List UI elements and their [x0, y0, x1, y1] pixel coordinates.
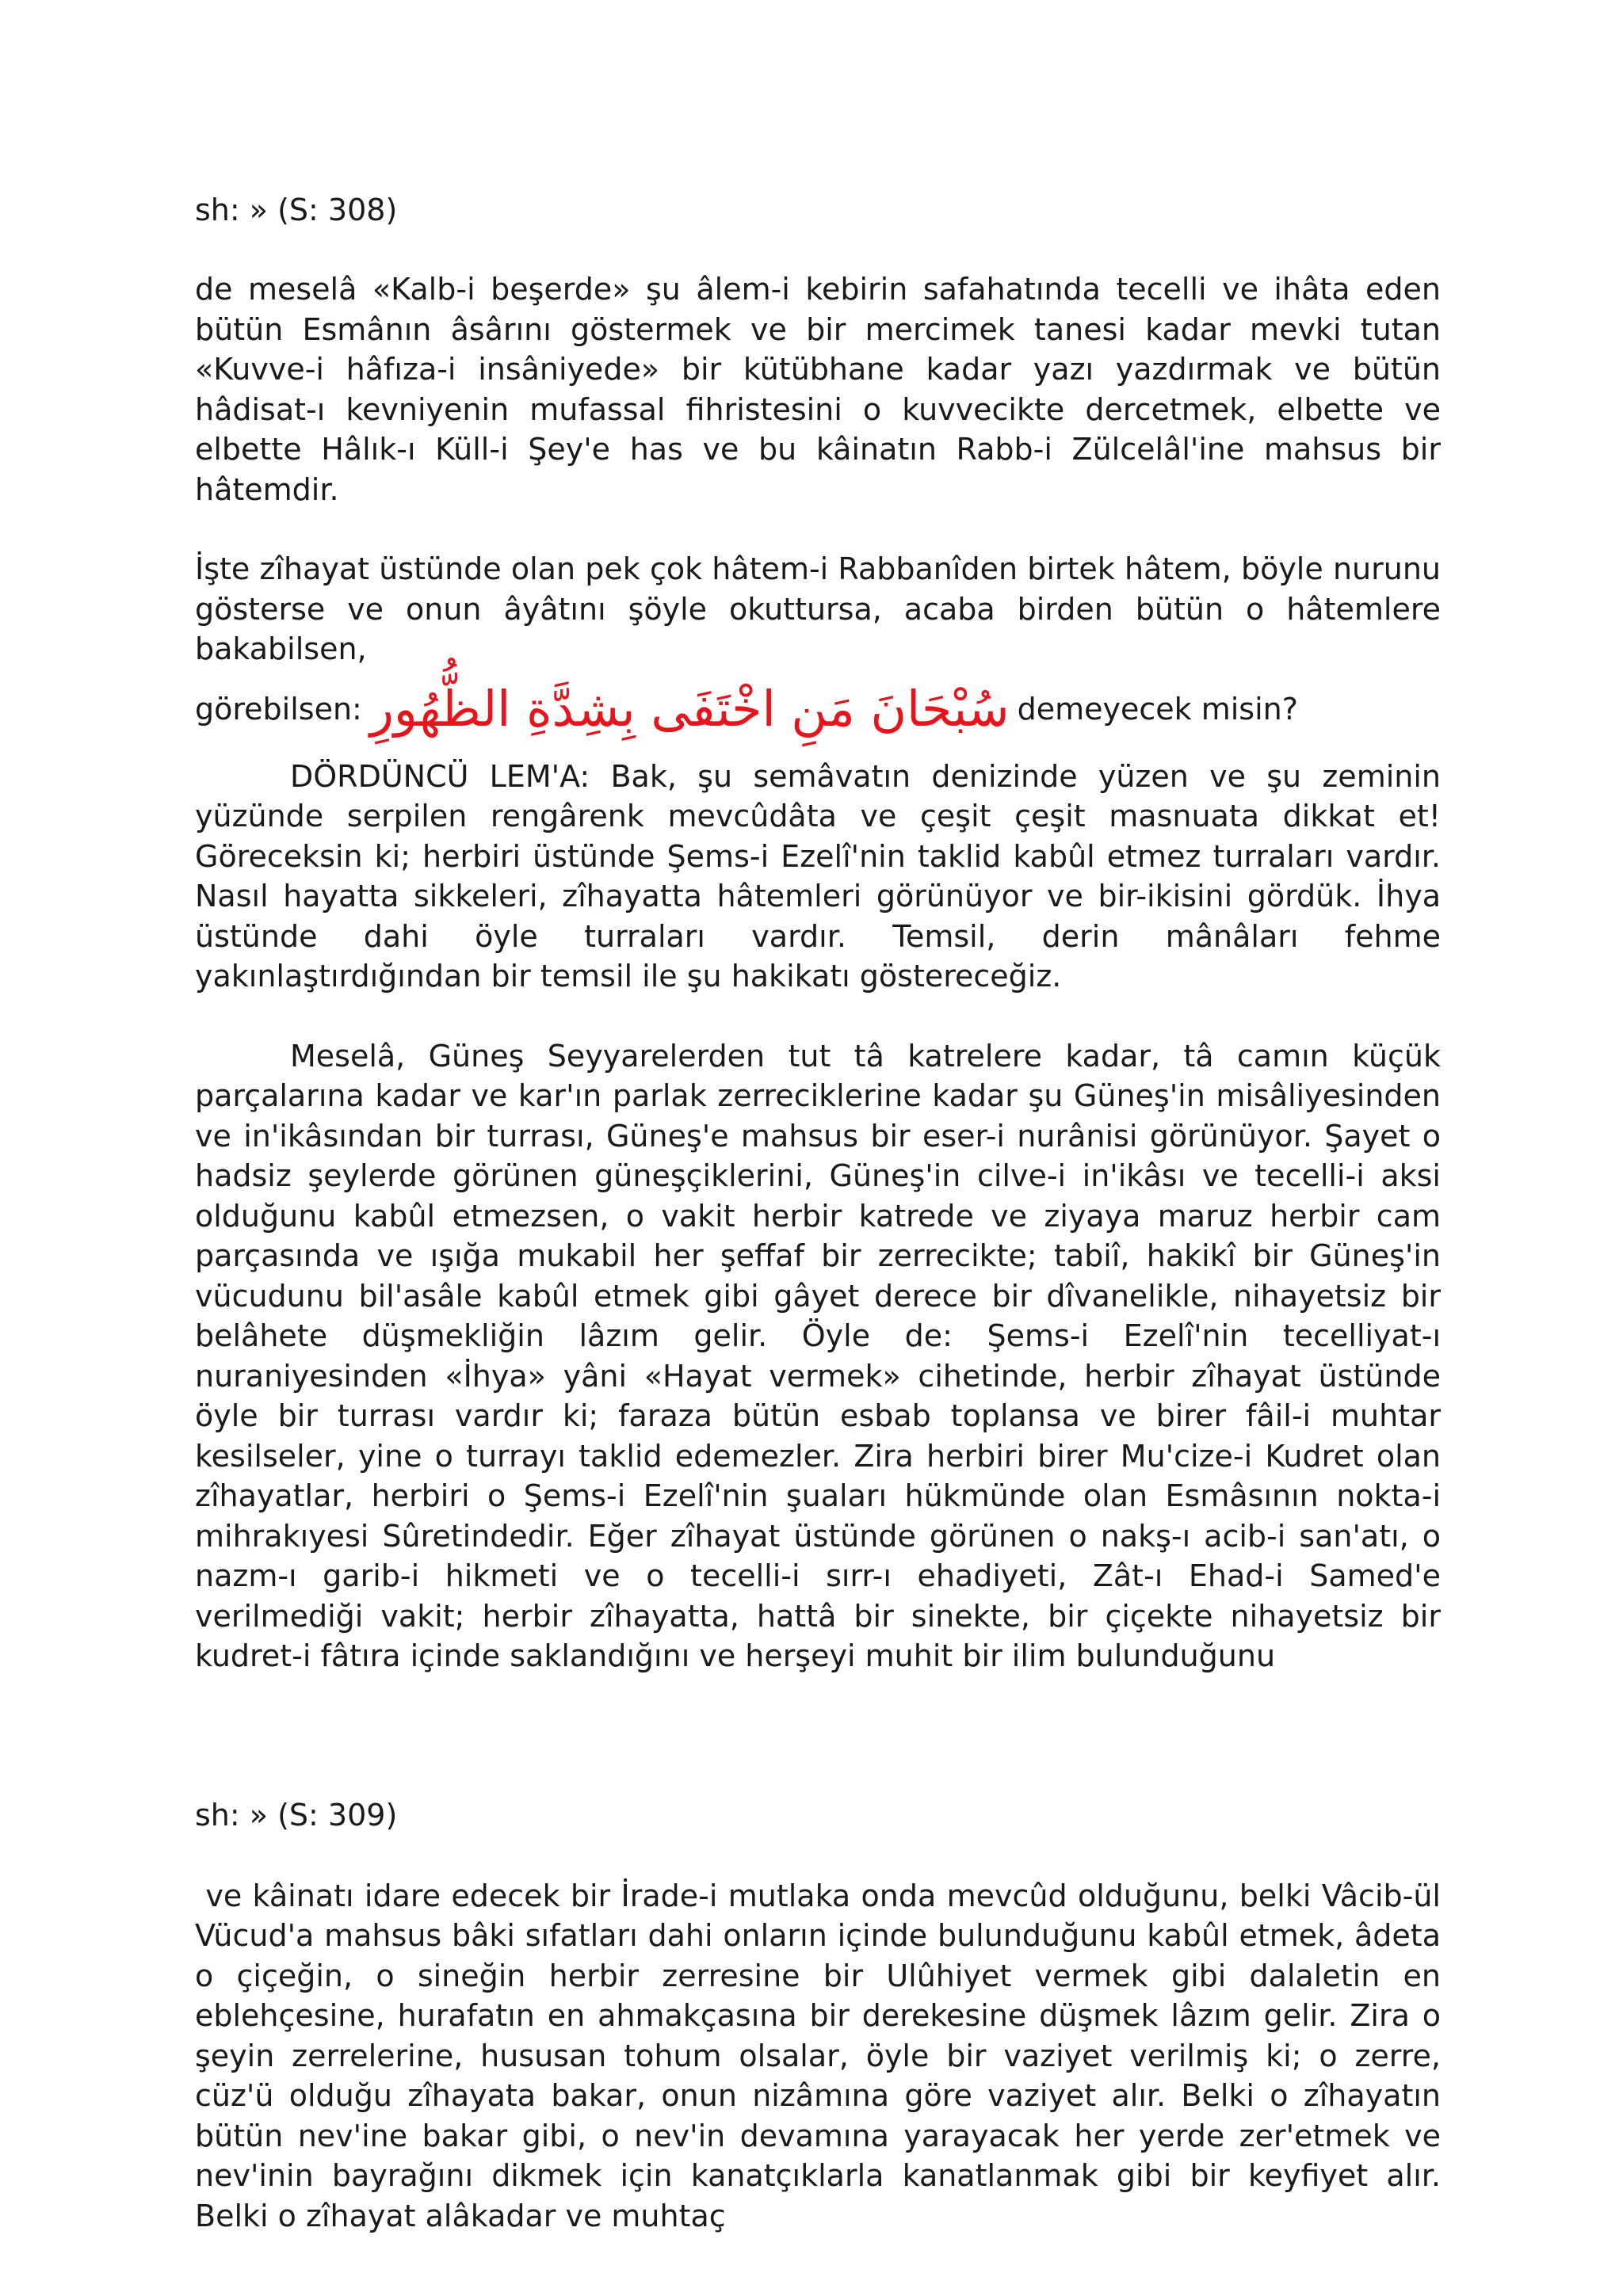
page-marker-308: sh: » (S: 308): [195, 193, 398, 227]
paragraph-iste-zihayat: İşte zîhayat üstünde olan pek çok hâtem-i Rabbanîden birtek hâtem, böyle nurunu gösterse ve onun âyâtını şöyle okuttursa, acaba birden bütün o hâtemlere bakabilsen,: [195, 551, 1441, 666]
page-marker-309: sh: » (S: 309): [195, 1797, 398, 1833]
arabic-prefix-text: görebilsen:: [195, 691, 362, 727]
paragraph-mesela-gunes: Meselâ, Güneş Seyyarelerden tut tâ katrelere kadar, tâ camın küçük parçalarına kadar ve kar'ın parlak zerreciklerine kadar şu Güneş'in misâliyesinden ve in'ikâsından bir turrası, Güneş'e mahsus bir eser-i nurânisi görünüyor. Şayet o hadsiz şeylerde görünen güneşçiklerini, Güneş'in cilve-i in'ikâsı ve tecelli-i aksi olduğunu kabûl etmezsen, o vakit herbir katrede ve ziyaya maruz herbir cam parçasında ve ışığa mukabil her şeffaf bir zerrecikte; tabiî, hakikî bir Güneş'in vücudunu bil'asâle kabûl etmek gibi gâyet derece bir dîvanelikle, nihayetsiz bir belâhete düşmekliğin lâzım gelir. Öyle de: Şems-i Ezelî'nin tecelliyat-ı nuraniyesinden «İhya» yâni «Hayat vermek» cihetinde, herbir zîhayat üstünde öyle bir turrası vardır ki; faraza bütün esbab toplansa ve birer fâil-i muhtar kesilseler, yine o turrayı taklid edemezler. Zira herbiri birer Mu'cize-i Kudret olan zîhayatlar, herbiri o Şems-i Ezelî'nin şuaları hükmünde olan Esmâsının nokta-i mihrakıyesi Sûretindedir. Eğer zîhayat üstünde görünen o nakş-ı acib-i san'atı, o nazm-ı garib-i hikmeti ve o tecelli-i sırr-ı ehadiyeti, Zât-ı Ehad-i Samed'e verilmediği vakit; herbir zîhayatta, hattâ bir sinekte, bir çiçekte nihayetsiz bir kudret-i fâtıra içinde saklandığını ve herşeyi muhit bir ilim bulunduğunu: [195, 1038, 1441, 1673]
arabic-phrase: سُبْحَانَ مَنِ اخْتَفَى بِشِدَّةِ الظُّهُورِ: [369, 679, 1010, 738]
paragraph-kalb-i-beserde: de meselâ «Kalb-i beşerde» şu âlem-i kebirin safahatında tecelli ve ihâta eden bütün Esmânın âsârını göstermek ve bir mercimek tanesi kadar mevki tutan «Kuvve-i hâfıza-i insâniyede» bir kütübhane kadar yazı yazdırmak ve bütün hâdisat-ı kevniyenin mufassal fihristesini o kuvvecikte dercetmek, elbette ve elbette Hâlık-ı Küll-i Şey'e has ve bu kâinatın Rabb-i Zülcelâl'ine mahsus bir hâtemdir.: [195, 272, 1441, 507]
paragraph-dorduncu-lema: DÖRDÜNCÜ LEM'A: Bak, şu semâvatın denizinde yüzen ve şu zeminin yüzünde serpilen rengârenk mevcûdâta ve çeşit çeşit masnuata dikkat et! Göreceksin ki; herbiri üstünde Şems-i Ezelî'nin taklid kabûl etmez turraları vardır. Nasıl hayatta sikkeleri, zîhayatta hâtemleri görünüyor ve bir-ikisini gördük. İhya üstünde dahi öyle turraları vardır. Temsil, derin mânâları fehme yakınlaştırdığından bir temsil ile şu hakikatı göstereceğiz.: [195, 758, 1441, 994]
arabic-suffix-text: demeyecek misin?: [1017, 691, 1298, 727]
document-page: [195, 190, 1451, 2236]
arabic-phrase-line: [195, 669, 1441, 749]
paragraph-irade-i-mutlaka: ve kâinatı idare edecek bir İrade-i mutlaka onda mevcûd olduğunu, belki Vâcib-ül Vücud'a mahsus bâki sıfatları dahi onların içinde bulunduğunu kabûl etmek, âdeta o çiçeğin, o sineğin herbir zerresine bir Ulûhiyet vermek gibi dalaletin en eblehçesine, hurafatın en ahmakçasına bir derekesine düşmek lâzım gelir. Zira o şeyin zerrelerine, hususan tohum olsalar, öyle bir vaziyet verilmiş ki; o zerre, cüz'ü olduğu zîhayata bakar, onun nizâmına göre vaziyet alır. Belki o zîhayatın bütün nev'ine bakar gibi, o nev'in devamına yarayacak her yerde zer'etmek ve nev'inin bayrağını dikmek için kanatçıklarla kanatlanmak gibi bir keyfiyet alır. Belki o zîhayat alâkadar ve muhtaç: [195, 1878, 1451, 2233]
